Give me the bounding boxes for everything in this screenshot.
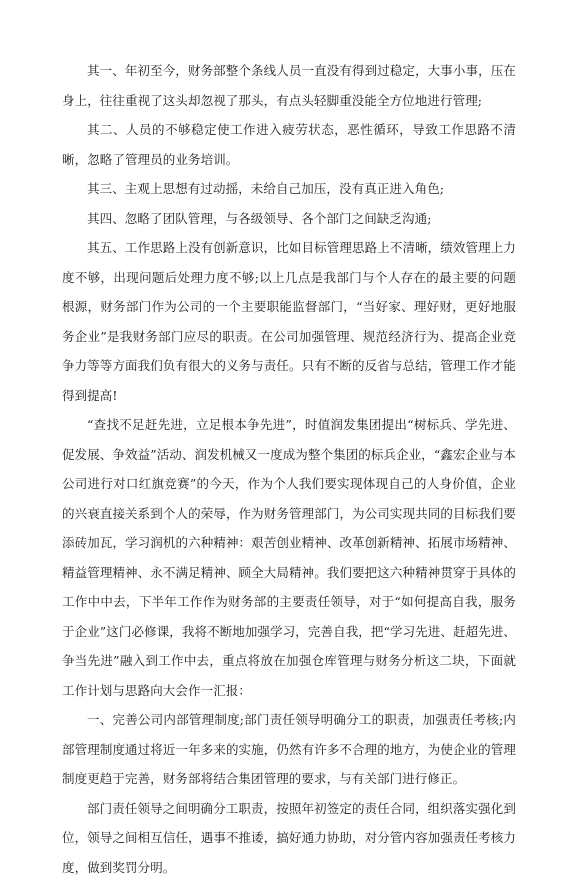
paragraph-plan-item-one: 一、完善公司内部管理制度;部门责任领导明确分工的职责，加强责任考核;内部管理制度通过将近一年多来的实施，仍然有许多不合理的地方，为使企业的管理制度更趋于完善，财务部将结合集团管理的要求，与有关部门进行修正。 — [62, 705, 516, 794]
paragraph-point-four: 其四、忽略了团队管理，与各级领导、各个部门之间缺乏沟通; — [62, 204, 516, 234]
paragraph-point-two: 其二、人员的不够稳定使工作进入疲劳状态，恶性循环，导致工作思路不清晰，忽略了管理员的业务培训。 — [62, 115, 516, 174]
paragraph-point-three: 其三、主观上思想有过动摇，未给自己加压，没有真正进入角色; — [62, 174, 516, 204]
paragraph-plan-responsibility: 部门责任领导之间明确分工职责，按照年初签定的责任合同，组织落实强化到位，领导之间相互信任，遇事不推诿，搞好通力协助，对分管内容加强责任考核力度，做到奖罚分明。 — [62, 794, 516, 882]
paragraph-point-five: 其五、工作思路上没有创新意识，比如目标管理思路上不清晰，绩效管理上力度不够，出现问题后处理力度不够;以上几点是我部门与个人存在的最主要的问题根源，财务部门作为公司的一个主要职能监督部门，“当好家、理好财，更好地服务企业”是我财务部门应尽的职责。在公司加强管理、规范经济行为、提高企业竞争力等等方面我们负有很大的义务与责任。只有不断的反省与总结，管理工作才能得到提高! — [62, 233, 516, 410]
paragraph-point-one: 其一、年初至今，财务部整个条线人员一直没有得到过稳定，大事小事，压在身上，往往重视了这头却忽视了那头，有点头轻脚重没能全方位地进行管理; — [62, 56, 516, 115]
paragraph-plan-intro: “查找不足赶先进，立足根本争先进”，时值润发集团提出“树标兵、学先进、促发展、争效益”活动、润发机械又一度成为整个集团的标兵企业，“鑫宏企业与本公司进行对口红旗竞赛”的今天，作为个人我们要实现体现自己的人身价值，企业的兴衰直接关系到个人的荣辱，作为财务管理部门，为公司实现共同的目标我们要添砖加瓦，学习润机的六种精神：艰苦创业精神、改革创新精神、拓展市场精神、精益管理精神、永不满足精神、顾全大局精神。我们要把这六种精神贯穿于具体的工作中中去，下半年工作作为财务部的主要责任领导，对于“如何提高自我，服务于企业”这门必修课，我将不断地加强学习，完善自我，把“学习先进、赶超先进、争当先进”融入到工作中去，重点将放在加强仓库管理与财务分析这二块，下面就工作计划与思路向大会作一汇报： — [62, 410, 516, 705]
